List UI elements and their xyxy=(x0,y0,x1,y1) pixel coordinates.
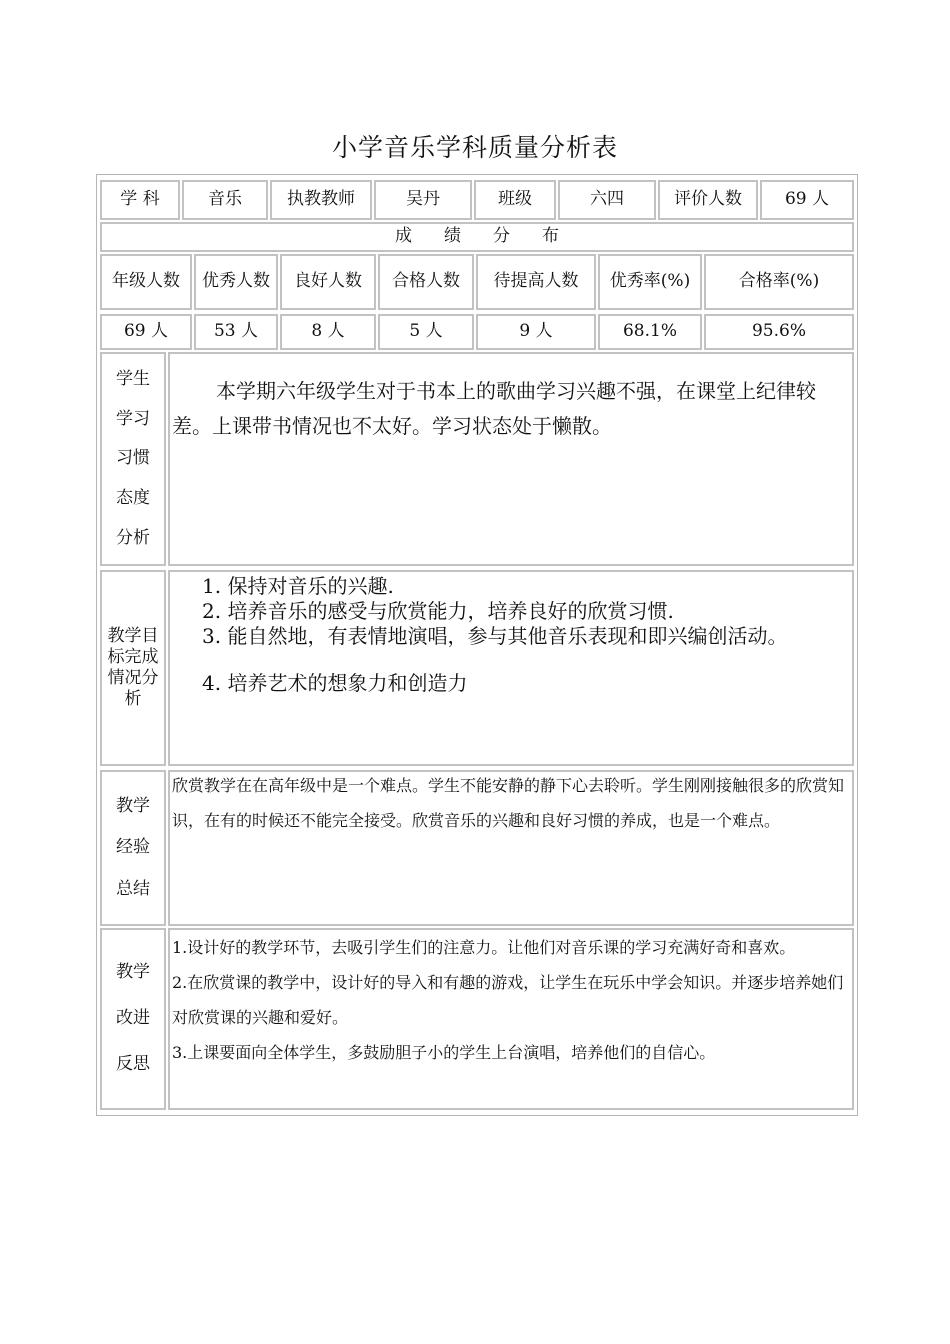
goals-list xyxy=(202,574,852,696)
experience-label-line: 教学 xyxy=(116,796,150,817)
score-value: 8 人 xyxy=(280,314,376,350)
improvement-label-line: 教学 xyxy=(116,962,150,983)
score-header: 良好人数 xyxy=(280,254,376,310)
score-header: 优秀人数 xyxy=(194,254,278,310)
score-value: 95.6% xyxy=(704,314,854,350)
improvement-label-line: 改进 xyxy=(116,1008,150,1029)
goals-label xyxy=(100,570,166,766)
score-value: 69 人 xyxy=(100,314,192,350)
improvement-label-line: 反思 xyxy=(116,1054,150,1075)
score-value: 5 人 xyxy=(378,314,474,350)
subject-value: 音乐 xyxy=(182,180,268,220)
habit-label-line: 学习 xyxy=(116,408,150,429)
improvement-item: 1.设计好的教学环节，去吸引学生们的注意力。让他们对音乐课的学习充满好奇和喜欢。 xyxy=(172,938,796,957)
evaluated-label: 评价人数 xyxy=(658,180,758,220)
improvement-item: 2.在欣赏课的教学中，设计好的导入和有趣的游戏，让学生在玩乐中学会知识。并逐步培养她们对欣赏课的兴趣和爱好。 xyxy=(172,973,844,1027)
experience-text: 欣赏教学在在高年级中是一个难点。学生不能安静的静下心去聆听。学生刚刚接触很多的欣赏知识，在有的时候还不能完全接受。欣赏音乐的兴趣和良好习惯的养成，也是一个难点。 xyxy=(172,776,845,830)
distribution-char-4: 布 xyxy=(542,226,559,247)
class-label: 班级 xyxy=(474,180,556,220)
goals-label-line: 标完成 xyxy=(107,646,159,667)
distribution-heading xyxy=(100,222,854,252)
experience-label-line: 总结 xyxy=(116,878,150,899)
score-header: 年级人数 xyxy=(100,254,192,310)
habit-label-line: 学生 xyxy=(116,369,150,390)
score-header: 优秀率(%) xyxy=(598,254,702,310)
goals-label-line: 教学目 xyxy=(107,625,159,646)
experience-label-line: 经验 xyxy=(116,837,150,858)
habit-label-line: 态度 xyxy=(116,487,150,508)
improvement-item: 3.上课要面向全体学生，多鼓励胆子小的学生上台演唱，培养他们的自信心。 xyxy=(172,1043,716,1062)
habit-label-line: 分析 xyxy=(116,527,150,548)
experience-content xyxy=(168,770,854,926)
goal-item: 2. 培养音乐的感受与欣赏能力，培养良好的欣赏习惯. xyxy=(202,599,674,623)
goals-content xyxy=(168,570,854,766)
evaluated-value: 69 人 xyxy=(760,180,854,220)
goal-item: 4. 培养艺术的想象力和创造力 xyxy=(202,671,468,695)
habit-label-line: 习惯 xyxy=(116,448,150,469)
score-header: 合格人数 xyxy=(378,254,474,310)
improvement-label xyxy=(100,928,166,1110)
distribution-char-2: 绩 xyxy=(444,226,461,247)
goal-item: 3. 能自然地，有表情地演唱，参与其他音乐表现和即兴编创活动。 xyxy=(202,624,788,648)
improvement-content xyxy=(168,928,854,1110)
teacher-value: 吴丹 xyxy=(374,180,472,220)
subject-label: 学 科 xyxy=(100,180,180,220)
page-title: 小学音乐学科质量分析表 xyxy=(331,133,618,162)
score-value: 9 人 xyxy=(476,314,596,350)
score-value: 68.1% xyxy=(598,314,702,350)
teacher-label: 执教教师 xyxy=(270,180,372,220)
goal-item: 1. 保持对音乐的兴趣. xyxy=(202,574,394,598)
score-header: 待提高人数 xyxy=(476,254,596,310)
score-value: 53 人 xyxy=(194,314,278,350)
experience-label xyxy=(100,770,166,926)
class-value: 六四 xyxy=(558,180,656,220)
distribution-char-1: 成 xyxy=(395,226,412,247)
habit-text: 本学期六年级学生对于书本上的歌曲学习兴趣不强，在课堂上纪律较差。上课带书情况也不太好。学习状态处于懒散。 xyxy=(172,379,816,438)
distribution-char-3: 分 xyxy=(493,226,510,247)
goals-label-line: 析 xyxy=(124,689,142,710)
goals-label-line: 情况分 xyxy=(107,668,159,688)
score-header: 合格率(%) xyxy=(704,254,854,310)
habit-content xyxy=(168,352,854,566)
habit-label xyxy=(100,352,166,566)
